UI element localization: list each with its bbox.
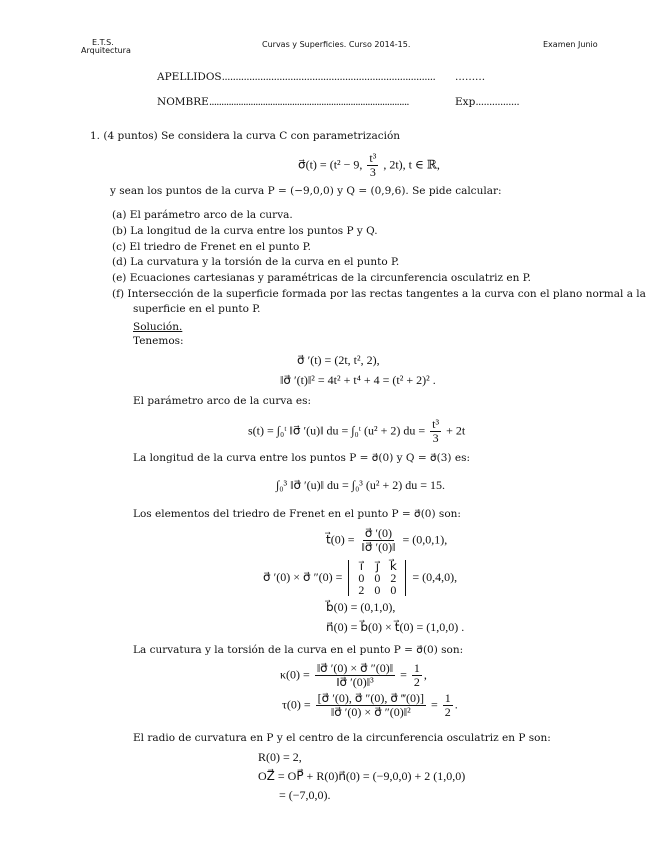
- kappa-fraction: [315, 662, 395, 689]
- kappa-vden: 2: [413, 675, 420, 689]
- arc-den: 3: [432, 431, 439, 445]
- kappa-equation: [280, 662, 427, 689]
- arc-fraction: [430, 418, 441, 445]
- arc-equation: [248, 418, 465, 445]
- name-field[interactable]: [157, 96, 409, 108]
- item-d: (d) La curvatura y la torsión de la curva en el punto P.: [112, 256, 400, 268]
- arc-text: El parámetro arco de la curva es:: [133, 395, 312, 407]
- item-a: (a) El parámetro arco de la curva.: [112, 209, 293, 221]
- name-dots: ..................................................................................: [208, 96, 409, 108]
- det-cell: 2: [390, 571, 397, 585]
- center-equation: OZ⃗ = OP⃗ + R(0)n⃗(0) = (−9,0,0) + 2 (1,0,0): [258, 769, 466, 783]
- problem-points: y sean los puntos de la curva P = (−9,0,0) y Q = (0,9,6). Se pide calcular:: [110, 185, 502, 197]
- item-e: (e) Ecuaciones cartesianas y paramétricas de la circunferencia osculatriz en P.: [112, 272, 531, 284]
- det-cell: j⃗: [375, 559, 380, 573]
- header-school-line1: E.T.S.: [92, 38, 114, 47]
- det-cell: 0: [390, 583, 397, 597]
- item-f: (f) Intersección de la superficie formada por las rectas tangentes a la curva con el plano normal a la: [112, 288, 646, 300]
- arc-lhs: s(t) = ∫₀ᵗ ‖σ⃗ ′(u)‖ du = ∫₀ᵗ (u² + 2) du =: [248, 423, 426, 438]
- exp-label: Exp: [455, 96, 476, 108]
- t-den: ‖σ⃗ ′(0)‖: [361, 540, 396, 554]
- t-num: σ⃗ ′(0): [364, 526, 393, 540]
- tau-vnum: 1: [444, 691, 451, 705]
- det-cell: k⃗: [389, 559, 397, 573]
- norm-equation: ‖σ⃗ ′(t)‖² = 4t² + t⁴ + 4 = (t² + 2)² .: [280, 373, 436, 387]
- tau-num: [σ⃗ ′(0), σ⃗ ″(0), σ⃗ ‴(0)]: [317, 691, 424, 705]
- length-text: La longitud de la curva entre los puntos P = σ⃗(0) y Q = σ⃗(3) es:: [133, 452, 470, 464]
- det-cell: 0: [374, 571, 381, 585]
- curvature-text: La curvatura y la torsión de la curva en el punto P = σ⃗(0) son:: [133, 644, 464, 656]
- header-school-line2: Arquitectura: [81, 46, 131, 55]
- kappa-lhs: κ(0) =: [280, 667, 310, 682]
- determinant: [348, 560, 406, 596]
- item-c: (c) El triedro de Frenet en el punto P.: [112, 241, 311, 253]
- solution-title: Solución.: [133, 321, 183, 333]
- det-cell: 0: [374, 583, 381, 597]
- tau-eq: =: [431, 697, 438, 712]
- cross-product-equation: [263, 560, 457, 596]
- tau-end: .: [454, 697, 458, 712]
- radius-equation: R(0) = 2,: [258, 750, 302, 764]
- tangent-equation: [326, 527, 447, 554]
- param-frac-den: 3: [369, 165, 376, 179]
- tau-equation: [282, 692, 458, 719]
- t-lhs: t⃗(0) =: [326, 532, 355, 547]
- arc-rhs: + 2t: [446, 423, 466, 438]
- exp-dots: ................: [475, 96, 520, 108]
- item-b: (b) La longitud de la curva entre los puntos P y Q.: [112, 225, 378, 237]
- tau-vden: 2: [444, 705, 451, 719]
- parametrization-equation: [298, 152, 440, 179]
- cross-lhs: σ⃗ ′(0) × σ⃗ ″(0) =: [263, 569, 343, 584]
- det-cell: i⃗: [359, 559, 364, 573]
- surname-dots: ..............................................................................: [221, 71, 436, 83]
- kappa-end: ,: [423, 667, 427, 682]
- solution-tenemos: Tenemos:: [133, 335, 184, 347]
- tau-den: ‖σ⃗ ′(0) × σ⃗ ″(0)‖²: [330, 705, 411, 719]
- arc-num: t³: [432, 417, 440, 431]
- length-equation: ∫₀³ ‖σ⃗ ′(u)‖ du = ∫₀³ (u² + 2) du = 15.: [276, 478, 445, 492]
- name-label: NOMBRE: [157, 96, 209, 108]
- det-cell: 0: [358, 571, 365, 585]
- center-result: = (−7,0,0).: [279, 788, 331, 802]
- problem-intro: 1. (4 puntos) Se considera la curva C con parametrización: [90, 130, 401, 142]
- tau-fraction: [316, 692, 426, 719]
- param-frac-num: t³: [369, 151, 377, 165]
- tau-value: [443, 692, 453, 719]
- frenet-text: Los elementos del triedro de Frenet en el punto P = σ⃗(0) son:: [133, 508, 461, 520]
- param-lhs: σ⃗(t) = (t² − 9,: [298, 157, 363, 172]
- binormal-equation: b⃗(0) = (0,1,0),: [326, 600, 396, 614]
- kappa-den: ‖σ⃗ ′(0)‖³: [336, 675, 374, 689]
- item-f-cont: superficie en el punto P.: [133, 303, 261, 315]
- surname-label: APELLIDOS: [157, 71, 222, 83]
- t-fraction: [359, 527, 397, 554]
- param-fraction: [367, 152, 378, 179]
- t-rhs: = (0,0,1),: [402, 532, 448, 547]
- kappa-num: ‖σ⃗ ′(0) × σ⃗ ″(0)‖: [316, 661, 394, 675]
- kappa-value: [412, 662, 422, 689]
- header-course: Curvas y Superficies. Curso 2014-15.: [262, 40, 411, 49]
- kappa-vnum: 1: [413, 661, 420, 675]
- exp-field[interactable]: [455, 96, 519, 108]
- cross-rhs: = (0,4,0),: [412, 569, 458, 584]
- kappa-eq: =: [400, 667, 407, 682]
- tau-lhs: τ(0) =: [282, 697, 311, 712]
- param-rhs: , 2t), t ∈ ℝ,: [383, 157, 440, 172]
- derivative-equation: σ⃗ ′(t) = (2t, t², 2),: [297, 353, 380, 367]
- det-cell: 2: [358, 583, 365, 597]
- radius-text: El radio de curvatura en P y el centro de la circunferencia osculatriz en P son:: [133, 732, 551, 744]
- surname-field[interactable]: [157, 71, 435, 83]
- group-dots[interactable]: .........: [455, 71, 486, 83]
- header-exam: Examen Junio: [543, 40, 598, 49]
- normal-equation: n⃗(0) = b⃗(0) × t⃗(0) = (1,0,0) .: [326, 620, 465, 634]
